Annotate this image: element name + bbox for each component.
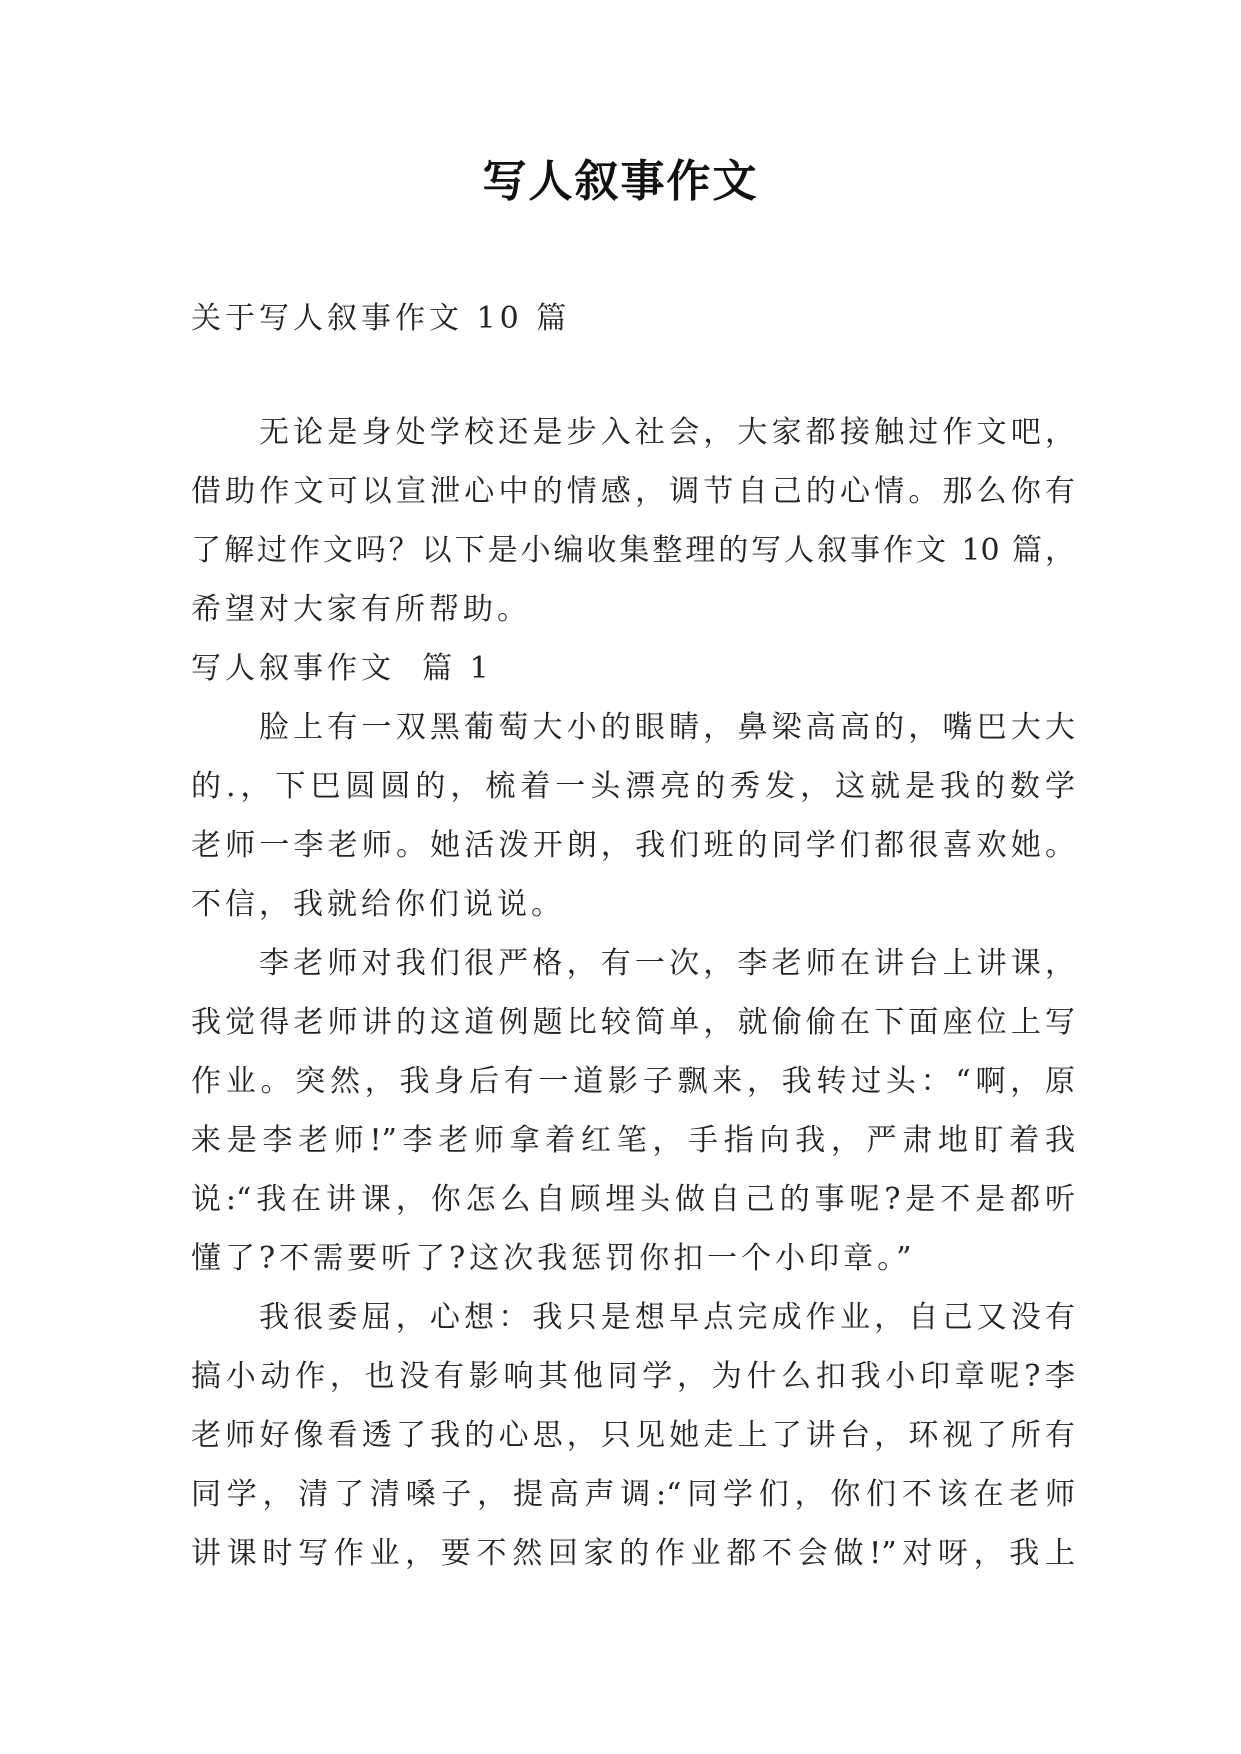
paragraph-line: 老师一李老师。她活泼开朗，我们班的同学们都很喜欢她。: [191, 828, 1075, 863]
section-heading: 写人叙事作文 篇 1: [191, 651, 493, 686]
document-body: [191, 403, 1075, 1583]
paragraph: [191, 698, 1075, 934]
paragraph-line: 搞小动作，也没有影响其他同学，为什么扣我小印章呢?李: [191, 1359, 1075, 1394]
paragraph-line: 不信，我就给你们说说。: [191, 887, 565, 922]
paragraph: [191, 1288, 1075, 1583]
paragraph-line: 我很委屈，心想：我只是想早点完成作业，自己又没有: [259, 1300, 1075, 1335]
paragraph-line: 希望对大家有所帮助。: [191, 592, 531, 627]
paragraph-line: 借助作文可以宣泄心中的情感，调节自己的心情。那么你有: [191, 474, 1075, 509]
paragraph-line: 李老师对我们很严格，有一次，李老师在讲台上讲课，: [259, 946, 1075, 981]
paragraph-line: 我觉得老师讲的这道例题比较简单，就偷偷在下面座位上写: [191, 1005, 1075, 1040]
paragraph-line: 了解过作文吗？以下是小编收集整理的写人叙事作文 10 篇，: [191, 533, 1075, 568]
paragraph-line: 的.，下巴圆圆的，梳着一头漂亮的秀发，这就是我的数学: [191, 769, 1075, 804]
document-subtitle: 关于写人叙事作文 10 篇: [191, 301, 571, 336]
paragraph-line: 作业。突然，我身后有一道影子飘来，我转过头：“啊，原: [191, 1064, 1075, 1099]
paragraph-line: 懂了?不需要听了?这次我惩罚你扣一个小印章。”: [191, 1241, 916, 1276]
paragraph-line: 说:“我在讲课，你怎么自顾埋头做自己的事呢?是不是都听: [191, 1182, 1075, 1217]
paragraph-line: 同学，清了清嗓子，提高声调:“同学们，你们不该在老师: [191, 1477, 1075, 1512]
paragraph: [191, 934, 1075, 1288]
paragraph-line: 无论是身处学校还是步入社会，大家都接触过作文吧，: [259, 415, 1075, 450]
paragraph-line: 讲课时写作业，要不然回家的作业都不会做!”对呀，我上: [191, 1536, 1075, 1571]
paragraph-line: 脸上有一双黑葡萄大小的眼睛，鼻梁高高的，嘴巴大大: [259, 710, 1075, 745]
intro-paragraph: [191, 403, 1075, 639]
document-title: 写人叙事作文: [482, 156, 759, 207]
paragraph-line: 来是李老师!”李老师拿着红笔，手指向我，严肃地盯着我: [191, 1123, 1075, 1158]
paragraph-line: 老师好像看透了我的心思，只见她走上了讲台，环视了所有: [191, 1418, 1075, 1453]
